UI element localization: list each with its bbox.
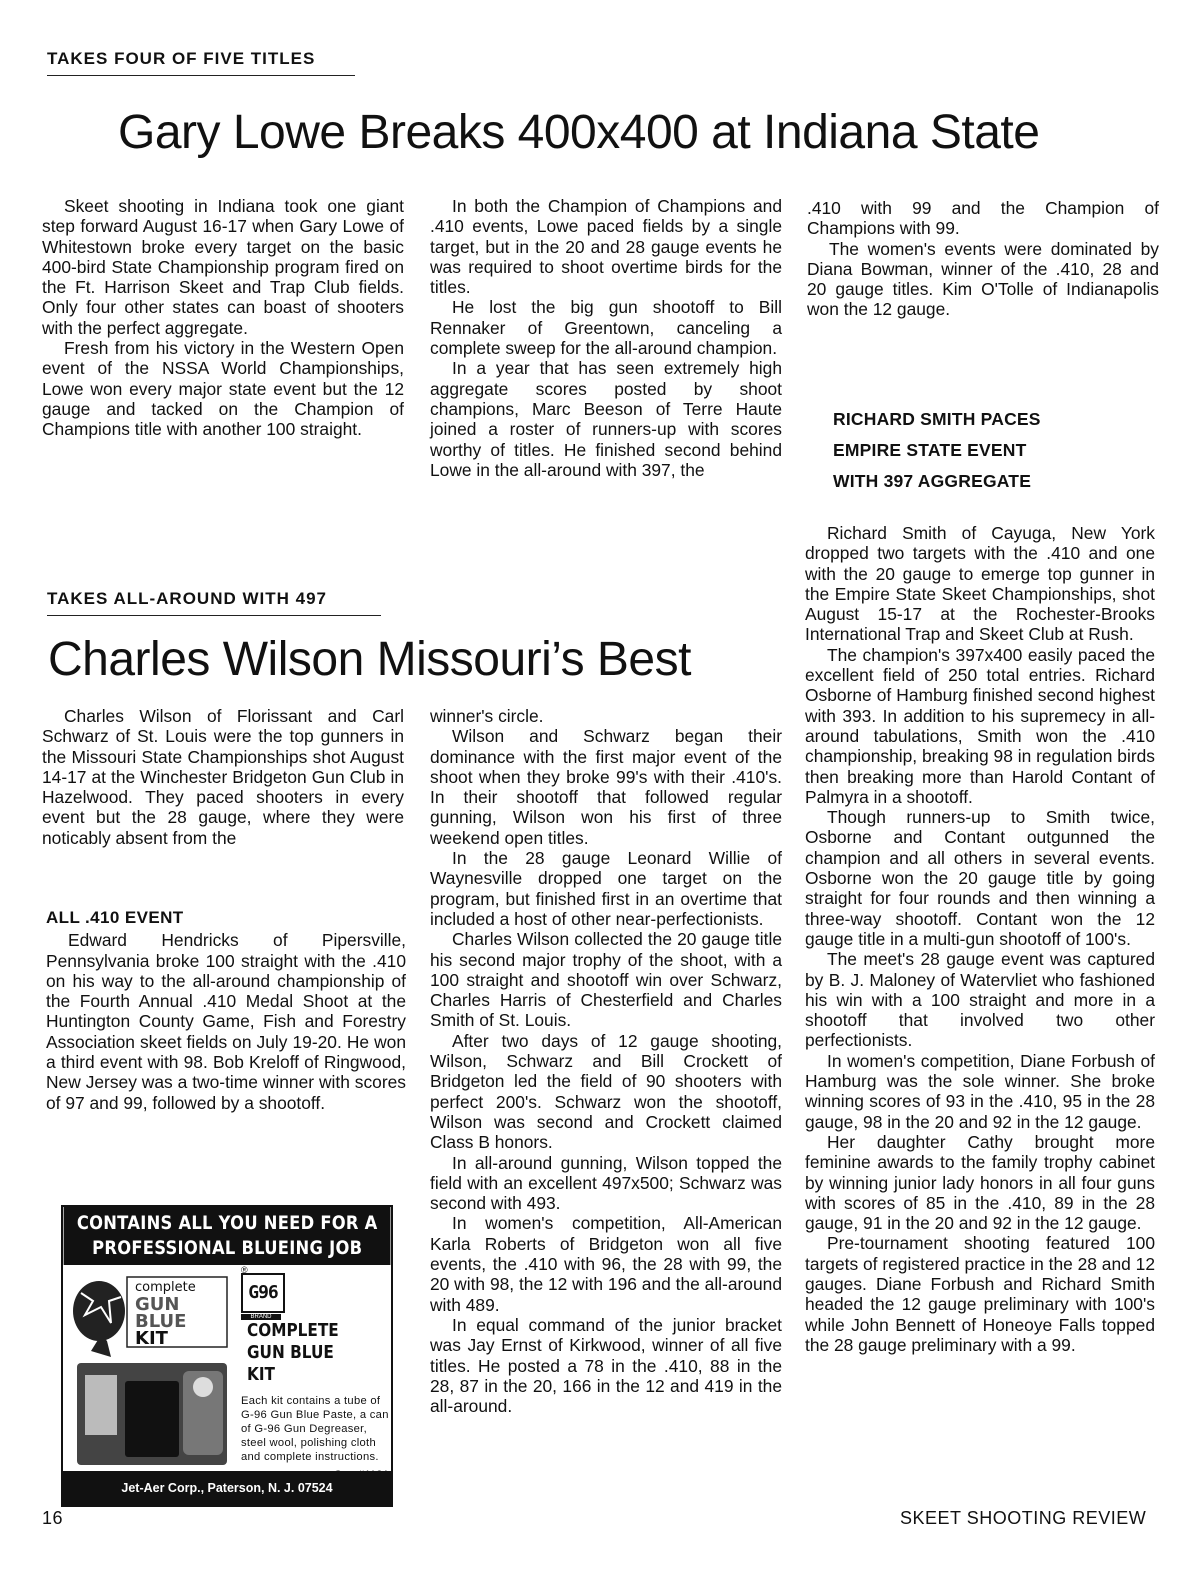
g96-brand-label: BRAND bbox=[241, 1314, 281, 1320]
paragraph: In both the Champion of Champions and .410 events, Lowe paced fields by a single target, but in the 20 and 28 gauge events he was required to shoot overtime birds for the titles. bbox=[430, 196, 782, 298]
kit-box-label-line: BLUE bbox=[135, 1311, 187, 1332]
ad-title-line: COMPLETE bbox=[247, 1320, 339, 1341]
paragraph: The women's events were dominated by Diana Bowman, winner of the .410, 28 and 20 gauge titles. Kim O'Tolle of Indianapolis won the 12 gauge. bbox=[807, 238, 1159, 320]
ad-description: Each kit contains a tube of G-96 Gun Blue Paste, a can of G-96 Gun Degreaser, steel wool, polishing cloth and complete instructions. bbox=[241, 1395, 389, 1463]
paragraph: Charles Wilson collected the 20 gauge title his second major trophy of the shoot, with a 100 straight and shootoff win over Schwarz, Charles Harris of Chesterfield and Charles Smith of St. Louis. bbox=[430, 929, 782, 1031]
article1-column-2 bbox=[430, 196, 782, 480]
paragraph: Skeet shooting in Indiana took one giant step forward August 16-17 when Gary Lowe of Whitestown broke every target on the basic 400-bird State Championship program fired on the Ft. Harrison Skeet and Trap Club fields. Only four other states can boast of shooters with the perfect aggregate. bbox=[42, 196, 404, 338]
headline-line: EMPIRE STATE EVENT bbox=[833, 440, 1027, 460]
ad-registered-mark: ® bbox=[241, 1265, 248, 1275]
paragraph: In a year that has seen extremely high aggregate scores posted by shoot champions, Marc Beeson of Terre Haute joined a roster of runners-up with scores worthy of titles. He finished second behind Lowe in the all-around with 397, the bbox=[430, 358, 782, 480]
paragraph: The meet's 28 gauge event was captured by B. J. Maloney of Watervliet who fashioned his win with a 100 straight and more in a shootoff that involved two other perfectionists. bbox=[805, 949, 1155, 1051]
article2-headline: Charles Wilson Missouri’s Best bbox=[48, 633, 691, 686]
gun-blue-kit-photo bbox=[71, 1271, 231, 1471]
ad-title-line: KIT bbox=[247, 1364, 275, 1385]
paragraph: In women's competition, Diane Forbush of Hamburg was the sole winner. She broke winning scores of 93 in the .410, 95 in the 28 gauge, 98 in the 20 and 92 in the 12 gauge. bbox=[805, 1050, 1155, 1132]
article1-headline: Gary Lowe Breaks 400x400 at Indiana State bbox=[118, 106, 1040, 159]
paragraph: The champion's 397x400 easily paced the excellent field of 250 total entries. Richard Osborne of Hamburg finished second highest with 393. In addition to his supremecy in all-around tabulations, Smith won the .410 championship, breaking 98 in regulation birds then breaking more than Harold Contant of Palmyra in a shootoff. bbox=[805, 644, 1155, 807]
paragraph: Charles Wilson of Florissant and Carl Schwarz of St. Louis were the top gunners in the Missouri State Championships shot August 14-17 at the Winchester Bridgeton Gun Club in Hazelwood. They paced shooters in every event but the 28 gauge, where they were noticably absent from the bbox=[42, 706, 404, 848]
ad-product-details bbox=[241, 1265, 389, 1502]
paragraph: Wilson and Schwarz began their dominance with the first major event of the shoot when they broke 99's with their .410's. In their shootoff that followed regular gunning, Wilson won his first of three weekend open titles. bbox=[430, 726, 782, 848]
headline-line: RICHARD SMITH PACES bbox=[833, 409, 1041, 429]
article2-column-1 bbox=[42, 706, 404, 848]
paragraph: In the 28 gauge Leonard Willie of Waynesville dropped one target on the program, but finished first in an overtime that included a host of other near-perfectionists. bbox=[430, 848, 782, 929]
article1-column-3 bbox=[807, 198, 1159, 320]
ad-banner-line: PROFESSIONAL BLUEING JOB bbox=[91, 1237, 363, 1259]
article2-column-2 bbox=[430, 706, 782, 1416]
ad-banner bbox=[63, 1207, 390, 1265]
publication-name: SKEET SHOOTING REVIEW bbox=[900, 1508, 1147, 1528]
ad-title-line: GUN BLUE bbox=[247, 1342, 334, 1363]
paragraph: .410 with 99 and the Champion of Champions with 99. bbox=[807, 198, 1159, 239]
paragraph: Her daughter Cathy brought more feminine awards to the family trophy cabinet by winning junior lady honors in all four guns with scores of 85 in the .410, 89 in the 28 gauge, 91 in the 20 and 92 in the 12 gauge. bbox=[805, 1131, 1155, 1234]
paragraph: Edward Hendricks of Pipersville, Pennsylvania broke 100 straight with the .410 on his way to the all-around championship of the Fourth Annual .410 Medal Shoot at the Huntington County Game, Fish and Forestry Association skeet fields on July 19-20. He won a third event with 98. Bob Kreloff of Ringwood, New Jersey was a two-time winner with scores of 97 and 99, followed by a shootoff. bbox=[46, 930, 406, 1113]
paragraph: After two days of 12 gauge shooting, Wilson, Schwarz and Bill Crockett of Bridgeton led the field of 90 shooters with perfect 200's. Schwarz won the shootoff, Wilson was second and Crockett claimed Class B honors. bbox=[430, 1030, 782, 1153]
paragraph: In equal command of the junior bracket was Jay Ernst of Kirkwood, winner of all five titles. He posted a 78 in the .410, 88 in the 28, 87 in the 20, 166 in the 12 and 419 in the all-around. bbox=[430, 1314, 782, 1417]
ad-company-footer: Jet-Aer Corp., Paterson, N. J. 07524 bbox=[63, 1471, 391, 1505]
g96-brand-logo: G96 bbox=[241, 1273, 285, 1313]
paragraph: Richard Smith of Cayuga, New York dropped two targets with the .410 and one with the 20 gauge to emerge top gunner in the Empire State Skeet Championships, shot August 15-17 at the Rochester-Brooks International Trap and Skeet Club at Rush. bbox=[805, 523, 1155, 645]
ad-banner-line: CONTAINS ALL YOU NEED FOR A bbox=[76, 1212, 378, 1234]
paragraph: Pre-tournament shooting featured 100 targets of registered practice in the 28 and 12 gauges. Diane Forbush and Richard Smith headed the 12 gauge preliminary with 100's while John Bennett of Honeoye Falls topped the 28 gauge preliminary with a 99. bbox=[805, 1233, 1155, 1355]
headline-line: WITH 397 AGGREGATE bbox=[833, 471, 1032, 491]
paragraph: He lost the big gun shootoff to Bill Rennaker of Greentown, canceling a complete sweep for the all-around champion. bbox=[430, 297, 782, 359]
paragraph: Though runners-up to Smith twice, Osborne and Contant outgunned the champion and all others in several events. Osborne won the 20 gauge title by going straight for four rounds and then winning a three-way shootoff. Contant won the 12 gauge title in a multi-gun shootoff of 100's. bbox=[805, 807, 1155, 949]
gun-blue-kit-advertisement bbox=[61, 1205, 393, 1507]
ad-product-title bbox=[247, 1320, 339, 1386]
page-number: 16 bbox=[42, 1508, 64, 1528]
kit-box-label-line: KIT bbox=[135, 1328, 168, 1349]
paragraph: Fresh from his victory in the Western Open event of the NSSA World Championships, Lowe won every major state event but the 12 gauge and tacked on the Champion of Champions title with another 100 straight. bbox=[42, 338, 404, 440]
article1-column-1 bbox=[42, 196, 404, 440]
kit-box-label-line: GUN bbox=[135, 1294, 180, 1315]
kit-box-label bbox=[135, 1279, 196, 1347]
paragraph: In all-around gunning, Wilson topped the field with an excellent 497x500; Schwarz was second with 493. bbox=[430, 1152, 782, 1214]
article4-headline bbox=[833, 404, 1041, 497]
paragraph: winner's circle. bbox=[430, 706, 544, 726]
article2-kicker: TAKES ALL-AROUND WITH 497 bbox=[47, 589, 381, 616]
article4-body bbox=[805, 523, 1155, 1355]
article3-subhead: ALL .410 EVENT bbox=[46, 908, 184, 927]
paragraph: In women's competition, All-American Karla Roberts of Bridgeton won all five events, the .410 with 96, the 28 with 99, the 20 with 98, the 12 with 196 and the all-around with 489. bbox=[430, 1213, 782, 1315]
article1-kicker: TAKES FOUR OF FIVE TITLES bbox=[47, 49, 355, 76]
article3 bbox=[46, 908, 406, 1113]
kit-box-label-line: complete bbox=[135, 1280, 196, 1295]
